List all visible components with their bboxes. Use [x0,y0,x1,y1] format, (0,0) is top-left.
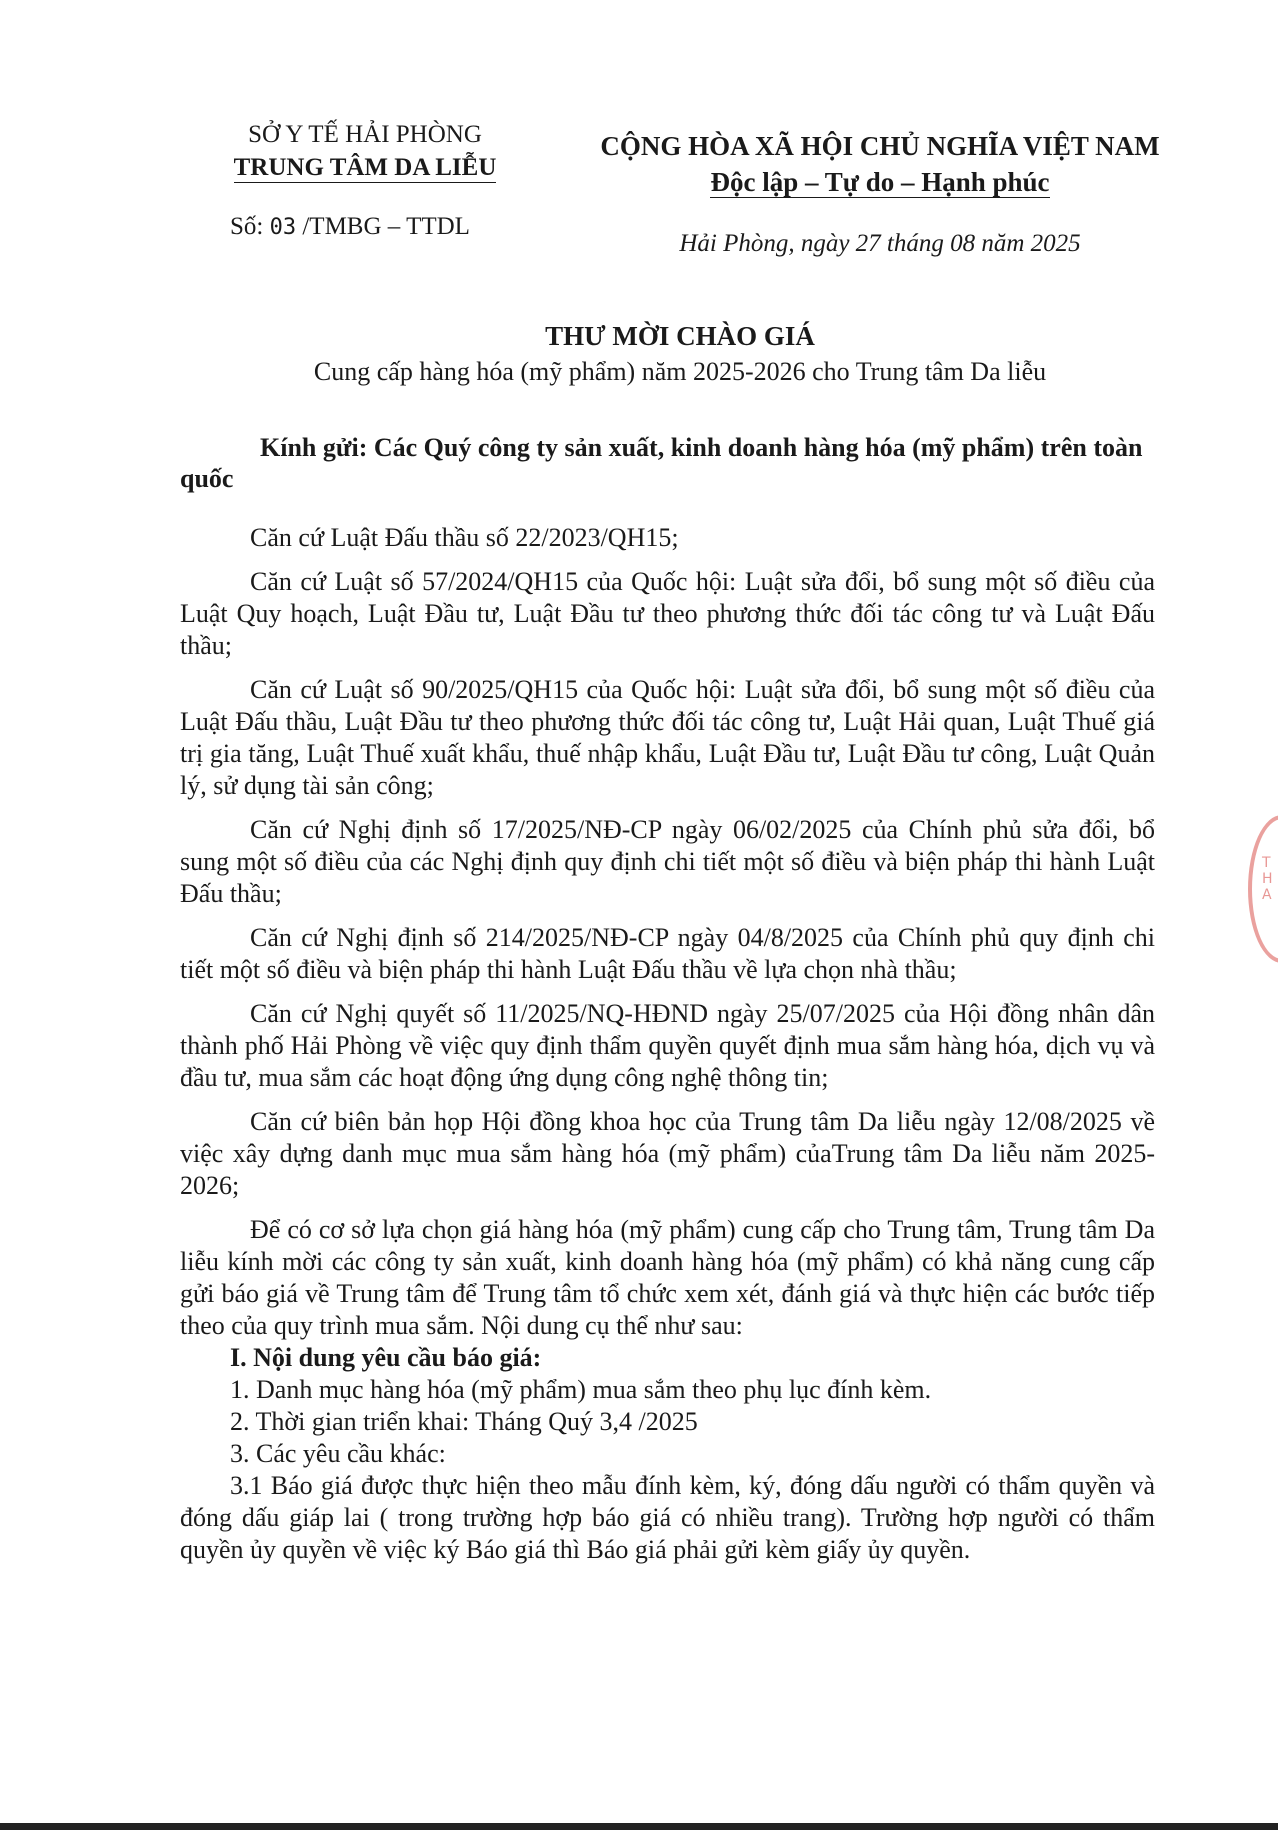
ref-suffix: /TMBG – TTDL [302,213,470,240]
department-name: SỞ Y TẾ HẢI PHÒNG [248,121,482,148]
unit-name [200,151,530,184]
legal-basis-paragraph: Căn cứ Nghị định số 214/2025/NĐ-CP ngày 04/8/2025 của Chính phủ quy định chi tiết một số điều và biện pháp thi hành Luật Đấu thầu về lựa chọn nhà thầu; [180,923,1155,984]
list-item: 3. Các yêu cầu khác: [230,1439,446,1468]
scan-border [0,1823,1278,1830]
stamp-fragment-text: THA [1262,855,1273,903]
legal-basis-paragraph: Căn cứ Luật Đấu thầu số 22/2023/QH15; [250,523,679,552]
nation-name: CỘNG HÒA XÃ HỘI CHỦ NGHĨA VIỆT NAM [600,131,1160,161]
legal-basis-paragraph: Căn cứ Nghị định số 17/2025/NĐ-CP ngày 06/02/2025 của Chính phủ sửa đổi, bổ sung một số điều của các Nghị định quy định chi tiết một số điều và biện pháp thi hành Luật Đấu thầu; [180,815,1155,908]
issuing-authority [200,118,530,244]
sub-item: 3.1 Báo giá được thực hiện theo mẫu đính kèm, ký, đóng dấu người có thẩm quyền và đóng dấu giáp lai ( trong trường hợp báo giá có nhiều trang). Trường hợp người có thẩm quyền ủy quyền về việc ký Báo giá thì Báo giá phải gửi kèm giấy ủy quyền. [180,1471,1155,1564]
legal-basis-paragraph: Căn cứ Luật số 90/2025/QH15 của Quốc hội: Luật sửa đổi, bổ sung một số điều của Luật Đấu thầu, Luật Đầu tư theo phương thức đối tác công tư, Luật Hải quan, Luật Thuế giá trị gia tăng, Luật Thuế xuất khẩu, thuế nhập khẩu, Luật Đầu tư, Luật Đầu tư công, Luật Quản lý, sử dụng tài sản công; [180,675,1155,800]
legal-basis-paragraph: Căn cứ Nghị quyết số 11/2025/NQ-HĐND ngày 25/07/2025 của Hội đồng nhân dân thành phố Hải Phòng về việc quy định thẩm quyền quyết định mua sắm hàng hóa, dịch vụ và đầu tư, mua sắm các hoạt động ứng dụng công nghệ thông tin; [180,999,1155,1092]
recipient-line: Kính gửi: Các Quý công ty sản xuất, kinh doanh hàng hóa (mỹ phẩm) trên toàn quốc [180,433,1143,493]
list-item: 1. Danh mục hàng hóa (mỹ phẩm) mua sắm theo phụ lục đính kèm. [230,1375,932,1404]
section-heading: I. Nội dung yêu cầu báo giá: [230,1343,542,1372]
invitation-paragraph: Để có cơ sở lựa chọn giá hàng hóa (mỹ phẩm) cung cấp cho Trung tâm, Trung tâm Da liễu kính mời các công ty sản xuất, kinh doanh hàng hóa (mỹ phẩm) có khả năng cung cấp gửi báo giá về Trung tâm để Trung tâm tổ chức xem xét, đánh giá và thực hiện các bước tiếp theo của quy trình mua sắm. Nội dung cụ thể như sau: [180,1215,1155,1340]
national-motto: Độc lập – Tự do – Hạnh phúc [710,167,1050,197]
reference-number [200,210,530,244]
issue-date: Hải Phòng, ngày 27 tháng 08 năm 2025 [679,230,1081,257]
legal-basis-paragraph: Căn cứ biên bản họp Hội đồng khoa học của Trung tâm Da liễu ngày 12/08/2025 về việc xây dựng danh mục mua sắm hàng hóa (mỹ phẩm) củaTrung tâm Da liễu năm 2025-2026; [180,1107,1155,1200]
ref-prefix: Số: [230,213,264,240]
list-item: 2. Thời gian triển khai: Tháng Quý 3,4 /2025 [230,1407,698,1436]
unit-name-text: TRUNG TÂM DA LIỄU [233,154,497,181]
document-body [180,522,1155,1566]
national-header [580,128,1180,262]
document-subtitle: Cung cấp hàng hóa (mỹ phẩm) năm 2025-2026 cho Trung tâm Da liễu [313,357,1047,386]
legal-basis-paragraph: Căn cứ Luật số 57/2024/QH15 của Quốc hội: Luật sửa đổi, bổ sung một số điều của Luật Quy hoạch, Luật Đầu tư, Luật Đầu tư theo phương thức đối tác công tư và Luật Đấu thầu; [180,567,1155,660]
title-block [180,318,1180,390]
ref-number: 03 [269,215,297,240]
document-title: THƯ MỜI CHÀO GIÁ [545,321,815,351]
